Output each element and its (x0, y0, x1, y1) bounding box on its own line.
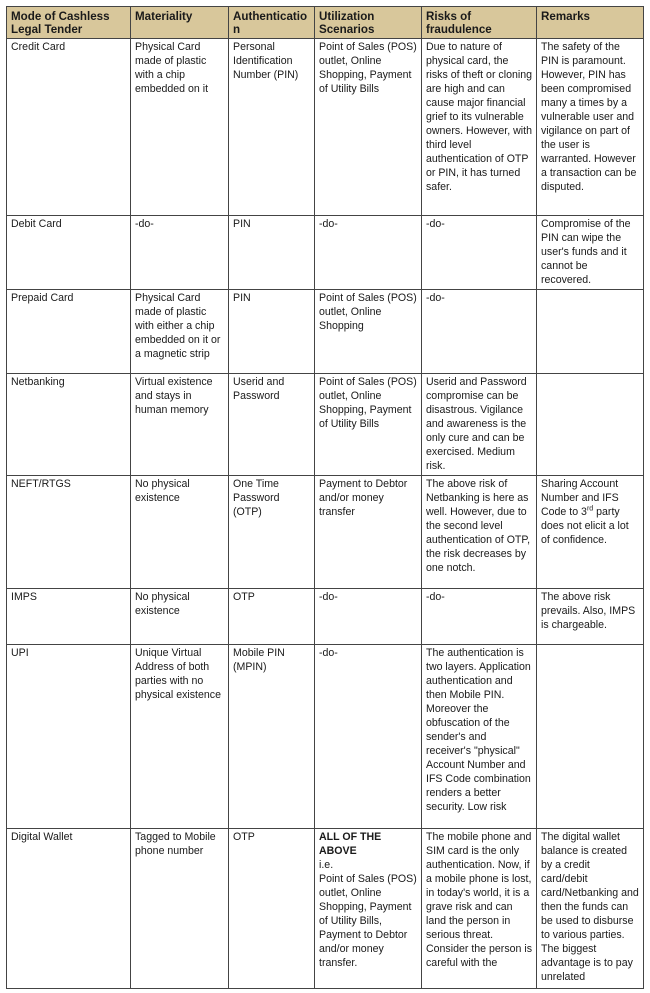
table-row (7, 290, 644, 374)
remarks-text-start: Sharing Account Number and IFS Code to 3 (541, 478, 619, 518)
cell-remarks: The digital wallet balance is created by a credit card/debit card/Netbanking and then the funds can be used to disburse to various parties. The biggest advantage is to pay unrelated (537, 829, 644, 989)
header-row (7, 7, 644, 39)
cashless-tender-table (6, 6, 644, 989)
cell-authentication: Personal Identification Number (PIN) (229, 39, 315, 216)
cell-materiality: Unique Virtual Address of both parties with no physical existence (131, 645, 229, 829)
cell-mode: UPI (7, 645, 131, 829)
cell-utilization: Point of Sales (POS) outlet, Online Shopping (315, 290, 422, 374)
cell-mode: NEFT/RTGS (7, 476, 131, 589)
cell-risks: -do- (422, 589, 537, 645)
cell-materiality: Virtual existence and stays in human memory (131, 374, 229, 476)
cell-utilization (315, 829, 422, 989)
cell-mode: Debit Card (7, 216, 131, 290)
ordinal-suffix: rd (586, 505, 594, 513)
cell-remarks: The above risk prevails. Also, IMPS is chargeable. (537, 589, 644, 645)
cell-materiality: No physical existence (131, 476, 229, 589)
cell-authentication: PIN (229, 290, 315, 374)
cell-materiality: No physical existence (131, 589, 229, 645)
cell-utilization: -do- (315, 589, 422, 645)
cell-risks: Userid and Password compromise can be disastrous. Vigilance and awareness is the only cure and can be exercised. Medium risk. (422, 374, 537, 476)
table-row (7, 829, 644, 989)
cell-remarks (537, 645, 644, 829)
cell-authentication: OTP (229, 829, 315, 989)
cell-remarks (537, 290, 644, 374)
remarks-text-end: party does not elicit a lot of confidence. (541, 506, 629, 546)
cell-materiality: -do- (131, 216, 229, 290)
cell-mode: IMPS (7, 589, 131, 645)
cell-materiality: Tagged to Mobile phone number (131, 829, 229, 989)
cell-remarks (537, 374, 644, 476)
cell-risks: The above risk of Netbanking is here as well. However, due to the second level authentication of OTP, the risk decreases by one notch. (422, 476, 537, 589)
cell-authentication: OTP (229, 589, 315, 645)
cell-authentication: Userid and Password (229, 374, 315, 476)
col-header-risks: Risks of fraudulence (422, 7, 537, 39)
table-row (7, 216, 644, 290)
table-row (7, 476, 644, 589)
cell-risks: Due to nature of physical card, the risks of theft or cloning are high and can cause major financial grief to its vulnerable owners. However, with third level authentication of OTP or PIN, it has turned safer. (422, 39, 537, 216)
utilization-text: i.e. Point of Sales (POS) outlet, Online Shopping, Payment of Utility Bills, Payment to Debtor and/or money transfer. (319, 859, 417, 969)
table-row (7, 645, 644, 829)
cell-utilization: Point of Sales (POS) outlet, Online Shopping, Payment of Utility Bills (315, 39, 422, 216)
cell-authentication: Mobile PIN (MPIN) (229, 645, 315, 829)
table-row (7, 374, 644, 476)
cell-risks: The authentication is two layers. Application authentication and then Mobile PIN. Moreover the obfuscation of the sender's and receiver's "physical" Account Number and IFS Code combination renders a better security. Low risk (422, 645, 537, 829)
col-header-materiality: Materiality (131, 7, 229, 39)
utilization-heading: ALL OF THE ABOVE (319, 831, 382, 857)
cell-materiality: Physical Card made of plastic with either a chip embedded on it or a magnetic strip (131, 290, 229, 374)
cell-risks: The mobile phone and SIM card is the only authentication. Now, if a mobile phone is lost, in today's world, it is a grave risk and can land the person in serious threat. Consider the person is careful with the (422, 829, 537, 989)
cell-remarks (537, 476, 644, 589)
col-header-remarks: Remarks (537, 7, 644, 39)
cell-mode: Credit Card (7, 39, 131, 216)
cell-risks: -do- (422, 290, 537, 374)
cell-utilization: Point of Sales (POS) outlet, Online Shopping, Payment of Utility Bills (315, 374, 422, 476)
cell-utilization: Payment to Debtor and/or money transfer (315, 476, 422, 589)
cell-remarks: The safety of the PIN is paramount. However, PIN has been compromised many a times by a vulnerable user and vigilance on part of the user is warranted. However a transaction can be disputed. (537, 39, 644, 216)
cell-utilization: -do- (315, 645, 422, 829)
cell-mode: Netbanking (7, 374, 131, 476)
cell-mode: Digital Wallet (7, 829, 131, 989)
table-row (7, 39, 644, 216)
cell-materiality: Physical Card made of plastic with a chip embedded on it (131, 39, 229, 216)
cell-remarks: Compromise of the PIN can wipe the user's funds and it cannot be recovered. (537, 216, 644, 290)
table-row (7, 589, 644, 645)
cell-authentication: PIN (229, 216, 315, 290)
cell-authentication: One Time Password (OTP) (229, 476, 315, 589)
col-header-authentication: Authenticatio n (229, 7, 315, 39)
col-header-mode: Mode of Cashless Legal Tender (7, 7, 131, 39)
cell-risks: -do- (422, 216, 537, 290)
cell-utilization: -do- (315, 216, 422, 290)
col-header-utilization: Utilization Scenarios (315, 7, 422, 39)
cell-mode: Prepaid Card (7, 290, 131, 374)
